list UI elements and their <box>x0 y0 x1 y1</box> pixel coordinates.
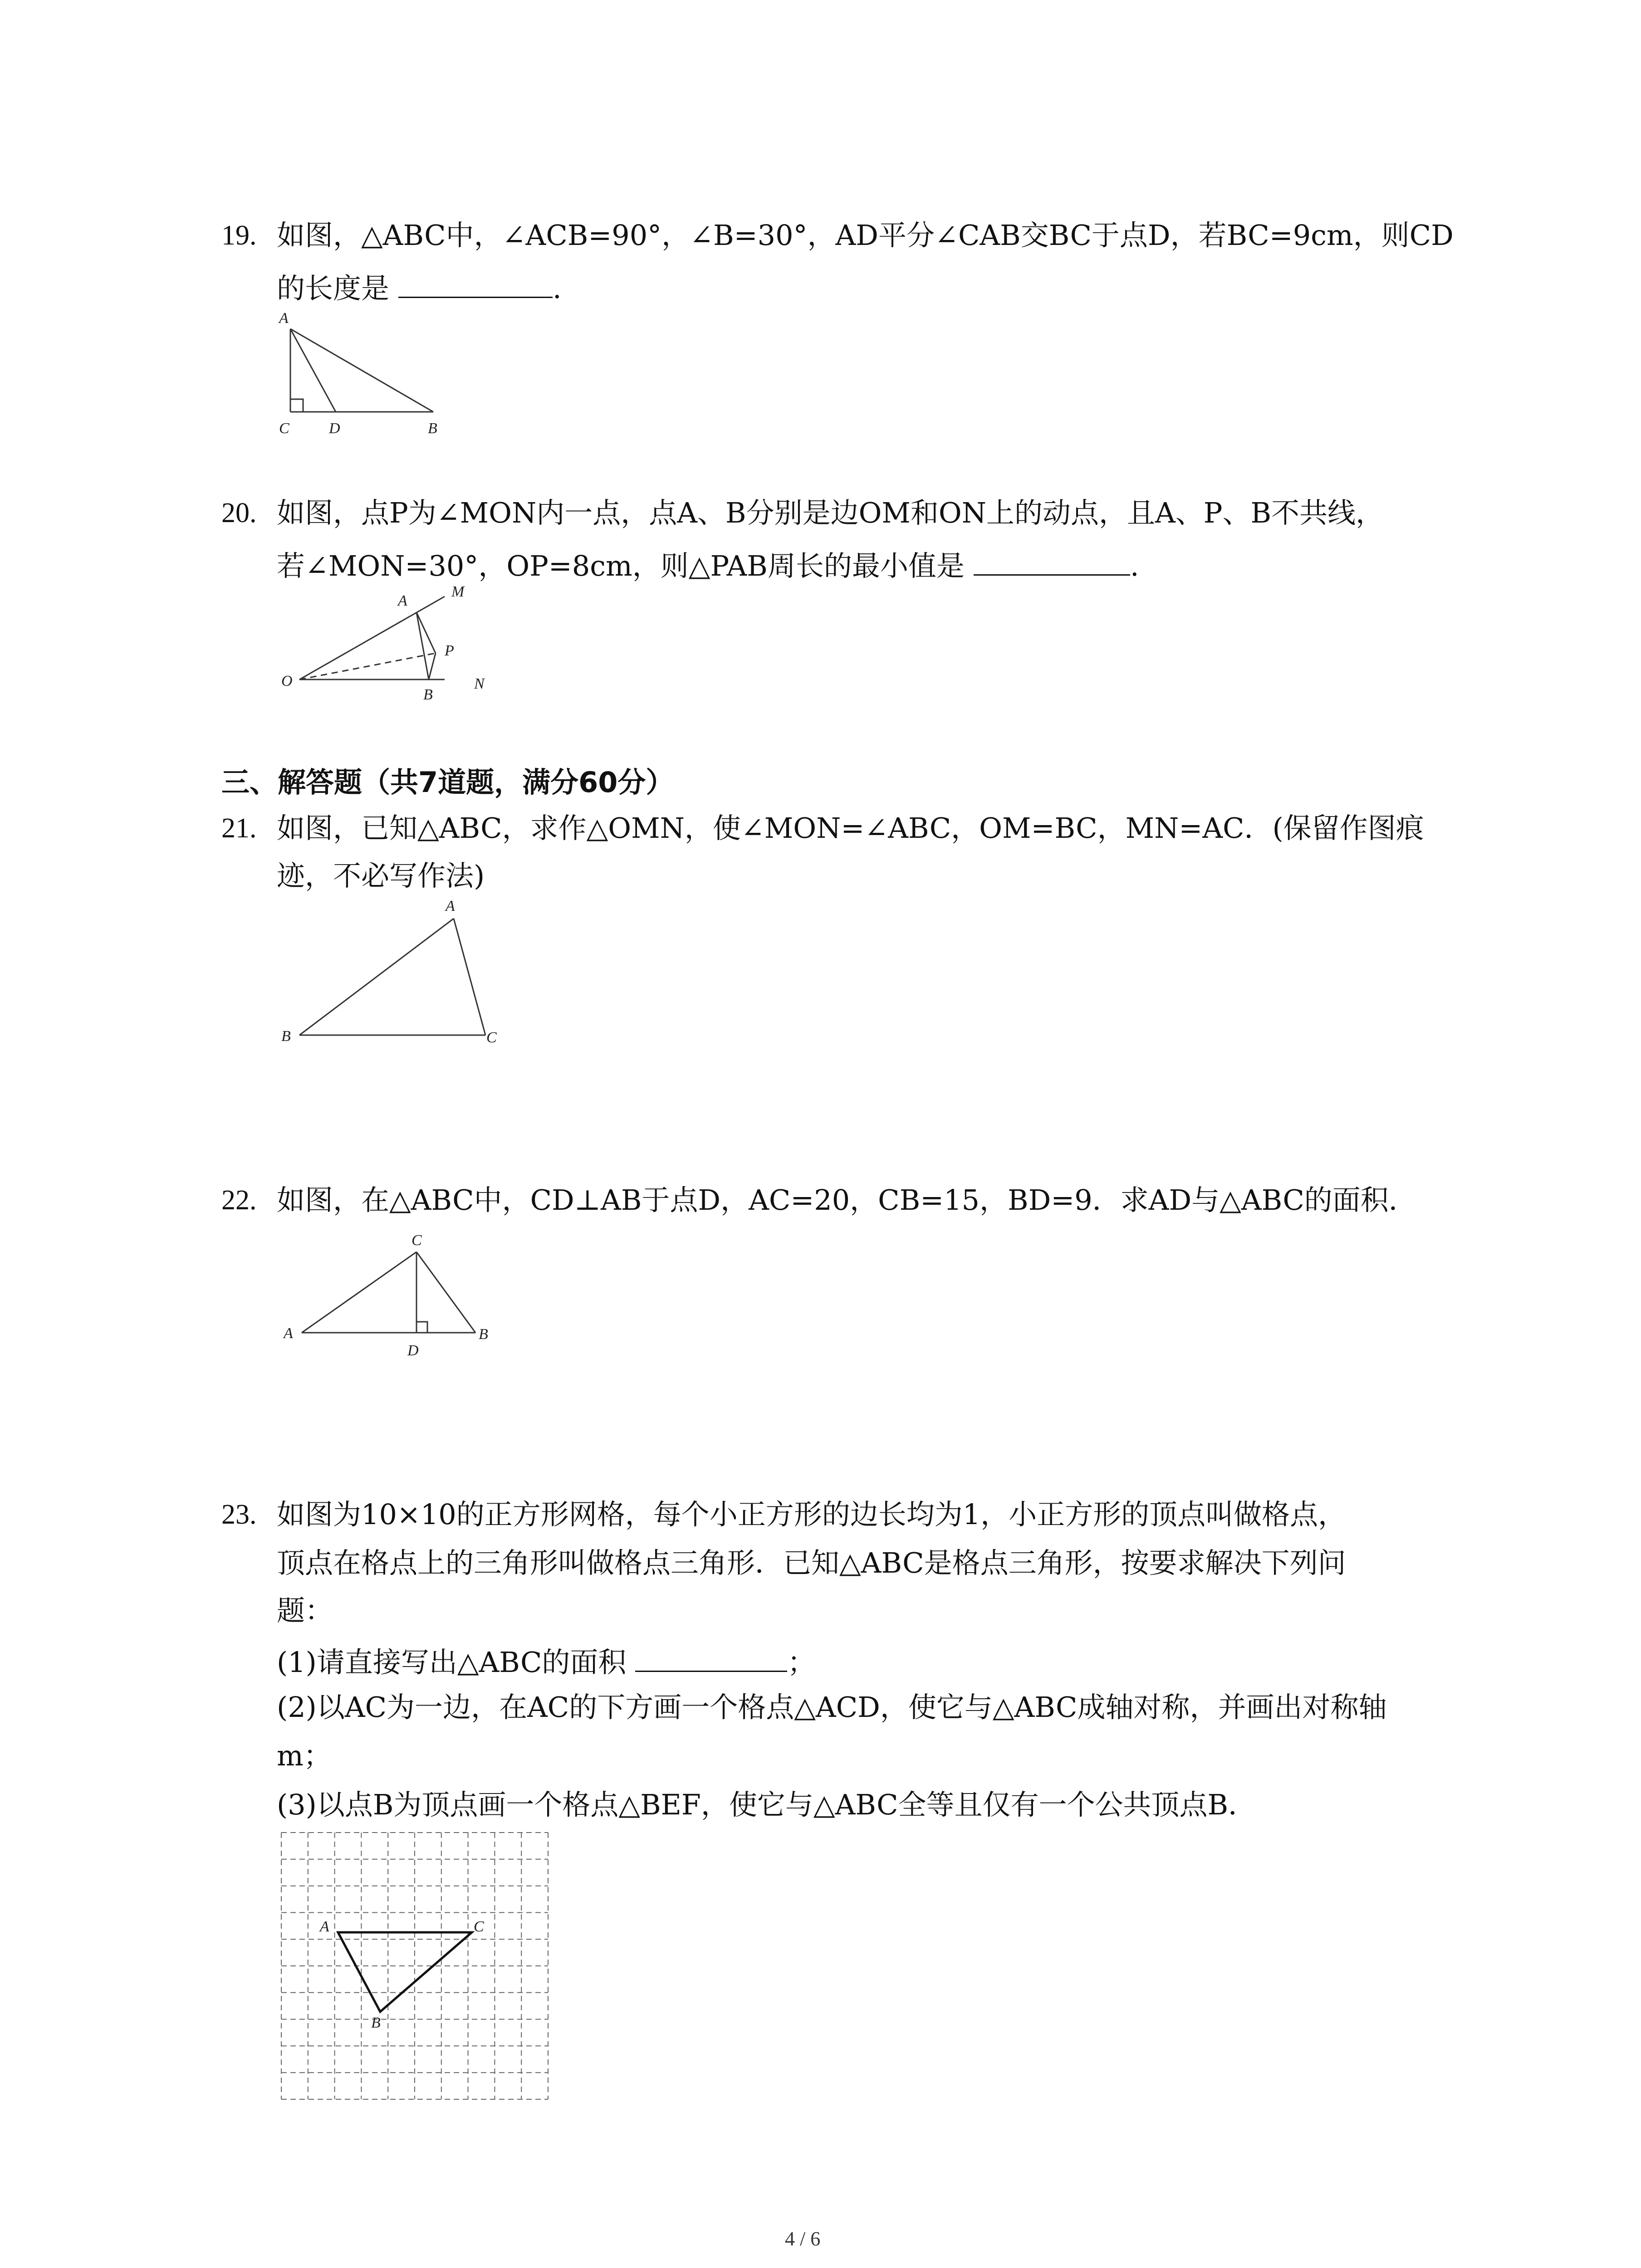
q20-label-o: O <box>281 673 293 689</box>
q22-label-a: A <box>284 1325 293 1342</box>
q23-part2-line2: m； <box>277 1739 332 1772</box>
q22-label-c: C <box>411 1232 422 1249</box>
q21-label-a: A <box>446 898 455 914</box>
q22-number: 22. <box>221 1185 257 1216</box>
q19-number: 19. <box>221 220 257 251</box>
q20-text-line1: 如图，点P为∠MON内一点，点A、B分别是边OM和ON上的动点，且A、P、B不共线， <box>277 496 1384 529</box>
q21-number: 21. <box>221 813 257 844</box>
q19-line2-suffix: . <box>553 272 562 305</box>
q21-figure <box>272 898 526 1066</box>
q19-text-line2 <box>277 271 562 303</box>
q21-text-line1: 如图，已知△ABC，求作△OMN，使∠MON=∠ABC，OM=BC，MN=AC．(保留作图痕 <box>277 811 1424 845</box>
q23-text-line3: 题： <box>277 1594 333 1627</box>
q22-figure <box>272 1225 508 1361</box>
q21-label-b: B <box>281 1028 291 1045</box>
q22-text-line1: 如图，在△ABC中，CD⊥AB于点D，AC=20，CB=15，BD=9．求AD与△ABC的面积． <box>277 1183 1417 1217</box>
q19-line2-prefix: 的长度是 <box>277 272 390 305</box>
q20-label-a: A <box>398 592 407 609</box>
q19-label-a: A <box>279 310 289 327</box>
q20-answer-blank[interactable] <box>974 549 1130 576</box>
q23-part3: (3)以点B为顶点画一个格点△BEF，使它与△ABC全等且仅有一个公共顶点B． <box>277 1788 1257 1821</box>
q23-grid-figure <box>272 1823 554 2109</box>
q23-part1-suffix: ； <box>787 1646 816 1679</box>
q22-label-b: B <box>479 1326 488 1343</box>
q20-number: 20. <box>221 498 257 528</box>
q20-line2-prefix: 若∠MON=30°，OP=8cm，则△PAB周长的最小值是 <box>277 549 965 582</box>
q19-text-line1: 如图，△ABC中，∠ACB=90°，∠B=30°，AD平分∠CAB交BC于点D，若BC=9cm，则CD <box>277 219 1454 252</box>
q20-label-b: B <box>423 686 433 703</box>
q23-area-answer-blank[interactable] <box>635 1645 787 1672</box>
q23-grid <box>281 1833 548 2099</box>
q23-label-b: B <box>371 2014 381 2031</box>
q20-label-p: P <box>445 642 454 659</box>
q19-label-b: B <box>428 420 437 437</box>
q23-triangle-abc <box>338 1932 472 2012</box>
q22-label-d: D <box>407 1342 419 1359</box>
q19-figure <box>272 308 463 440</box>
q20-line2-suffix: . <box>1130 549 1139 582</box>
q23-part2-line1: (2)以AC为一边，在AC的下方画一个格点△ACD，使它与△ABC成轴对称，并画出对称轴 <box>277 1691 1387 1724</box>
page-indicator: 4 / 6 <box>785 2228 821 2250</box>
q20-figure <box>272 581 508 703</box>
q19-label-d: D <box>329 420 340 437</box>
q21-label-c: C <box>486 1029 497 1046</box>
q23-part1-prefix: (1)请直接写出△ABC的面积 <box>277 1646 627 1679</box>
section-heading: 三、解答题（共7道题，满分60分） <box>221 766 674 799</box>
q23-label-a: A <box>320 1918 329 1935</box>
q19-label-c: C <box>279 420 289 437</box>
q20-label-m: M <box>451 583 465 600</box>
q23-number: 23. <box>221 1499 257 1530</box>
q23-text-line1: 如图为10×10的正方形网格，每个小正方形的边长均为1，小正方形的顶点叫做格点， <box>277 1498 1347 1531</box>
q23-label-c: C <box>474 1918 484 1935</box>
q20-label-n: N <box>474 675 485 692</box>
q21-text-line2: 迹，不必写作法) <box>277 859 485 892</box>
q23-part1 <box>277 1645 815 1677</box>
q19-answer-blank[interactable] <box>398 271 553 298</box>
q23-text-line2: 顶点在格点上的三角形叫做格点三角形．已知△ABC是格点三角形，按要求解决下列问 <box>277 1546 1346 1579</box>
q20-text-line2 <box>277 549 1139 580</box>
